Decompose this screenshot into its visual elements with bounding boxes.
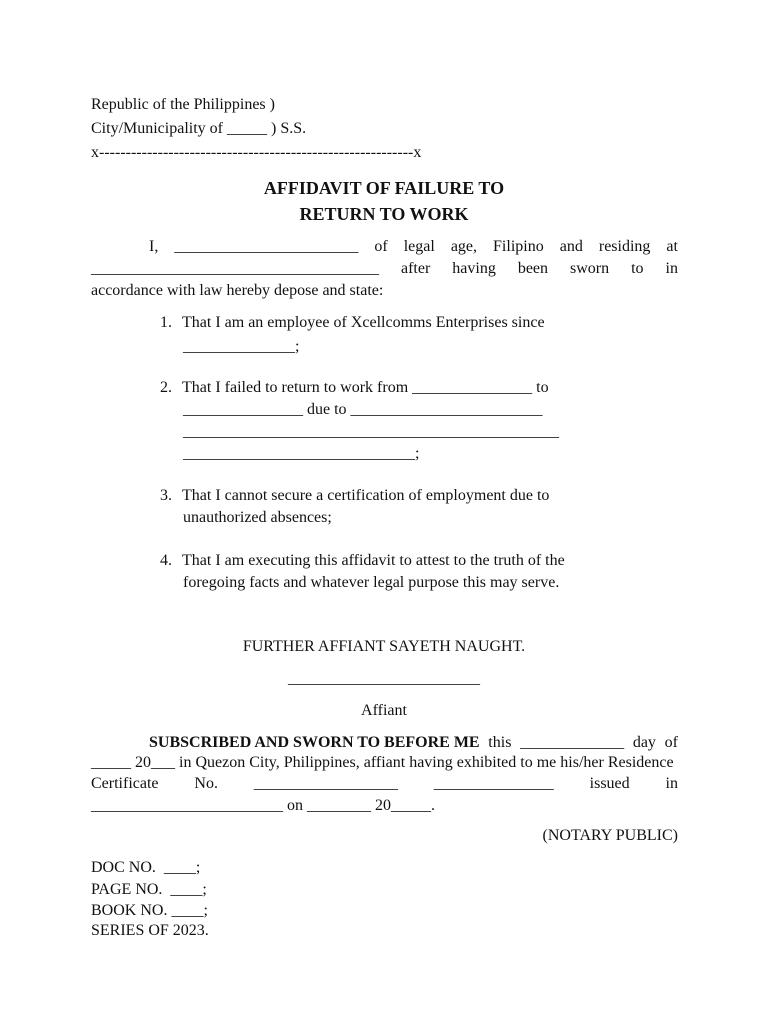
- intro-line-2: [91, 258, 678, 280]
- jurat-heading: SUBSCRIBED AND SWORN TO BEFORE ME: [149, 734, 480, 751]
- intro-word: been: [517, 260, 549, 277]
- item-4-line-2: foregoing facts and whatever legal purpose this may serve.: [183, 574, 560, 591]
- item-2-line-2: _______________ due to ________________________: [183, 401, 543, 418]
- venue-republic: Republic of the Philippines ): [91, 96, 275, 113]
- jurat-line-2: _____ 20___ in Quezon City, Philippines, affiant having exhibited to me his/her Residence: [91, 754, 674, 771]
- certificate-date-blank: _______________: [433, 775, 554, 792]
- item-number: 3.: [160, 487, 172, 504]
- item-4: [160, 550, 565, 572]
- item-1: [160, 312, 545, 334]
- closing-statement: FURTHER AFFIANT SAYETH NAUGHT.: [242, 638, 526, 655]
- jurat-line-4: ________________________ on ________ 20_____.: [91, 797, 435, 814]
- jurat-word: this: [488, 734, 512, 751]
- item-2: [160, 377, 549, 399]
- jurat-line-1: [149, 732, 678, 754]
- intro-word: to: [631, 260, 644, 277]
- intro-word: legal: [403, 238, 435, 255]
- intro-line-1: [149, 236, 678, 258]
- jurat-word: in: [665, 775, 678, 792]
- affiant-label: Affiant: [361, 702, 407, 719]
- intro-word: age,: [450, 238, 478, 255]
- item-3-line-2: unauthorized absences;: [183, 509, 332, 526]
- jurat-word: day: [632, 734, 656, 751]
- document-title-line2: RETURN TO WORK: [299, 204, 469, 224]
- affiant-name-blank: _______________________: [174, 238, 359, 255]
- intro-word: sworn: [570, 260, 610, 277]
- intro-line-3: accordance with law hereby depose and state:: [91, 282, 384, 299]
- intro-word: I,: [149, 238, 159, 255]
- page-number: PAGE NO. ____;: [91, 881, 207, 898]
- item-2-line-4: _____________________________;: [183, 445, 420, 462]
- series-year: SERIES OF 2023.: [91, 922, 209, 939]
- jurat-word: Certificate: [91, 775, 159, 792]
- intro-word: of: [374, 238, 388, 255]
- intro-word: having: [452, 260, 496, 277]
- doc-number: DOC NO. ____;: [91, 859, 201, 876]
- intro-word: at: [666, 238, 678, 255]
- jurat-line-3: [91, 773, 678, 795]
- intro-word: residing: [598, 238, 651, 255]
- item-number: 4.: [160, 552, 172, 569]
- item-text: That I failed to return to work from _______________ to: [182, 379, 549, 396]
- jurat-word: issued: [589, 775, 630, 792]
- address-blank: ____________________________________: [91, 260, 379, 277]
- item-2-line-3: _______________________________________________: [183, 423, 559, 440]
- item-text: That I am executing this affidavit to attest to the truth of the: [182, 552, 565, 569]
- item-number: 2.: [160, 379, 172, 396]
- venue-city: City/Municipality of _____ ) S.S.: [91, 120, 307, 137]
- book-number: BOOK NO. ____;: [91, 902, 208, 919]
- item-number: 1.: [160, 314, 172, 331]
- item-3: [160, 485, 549, 507]
- intro-word: Filipino: [493, 238, 544, 255]
- document-title-line1: AFFIDAVIT OF FAILURE TO: [263, 178, 505, 198]
- item-text: That I am an employee of Xcellcomms Enterprises since: [182, 314, 545, 331]
- day-blank: _____________: [520, 734, 625, 751]
- intro-word: in: [665, 260, 678, 277]
- certificate-number-blank: __________________: [253, 775, 398, 792]
- intro-word: and: [559, 238, 583, 255]
- venue-divider: x-----------------------------------------------------------x: [91, 144, 422, 161]
- jurat-word: No.: [194, 775, 218, 792]
- signature-line: ________________________: [288, 670, 480, 687]
- notary-public-label: (NOTARY PUBLIC): [542, 827, 678, 844]
- intro-word: after: [400, 260, 431, 277]
- jurat-word: of: [664, 734, 678, 751]
- item-1-blank: ______________;: [183, 338, 300, 355]
- item-text: That I cannot secure a certification of employment due to: [182, 487, 550, 504]
